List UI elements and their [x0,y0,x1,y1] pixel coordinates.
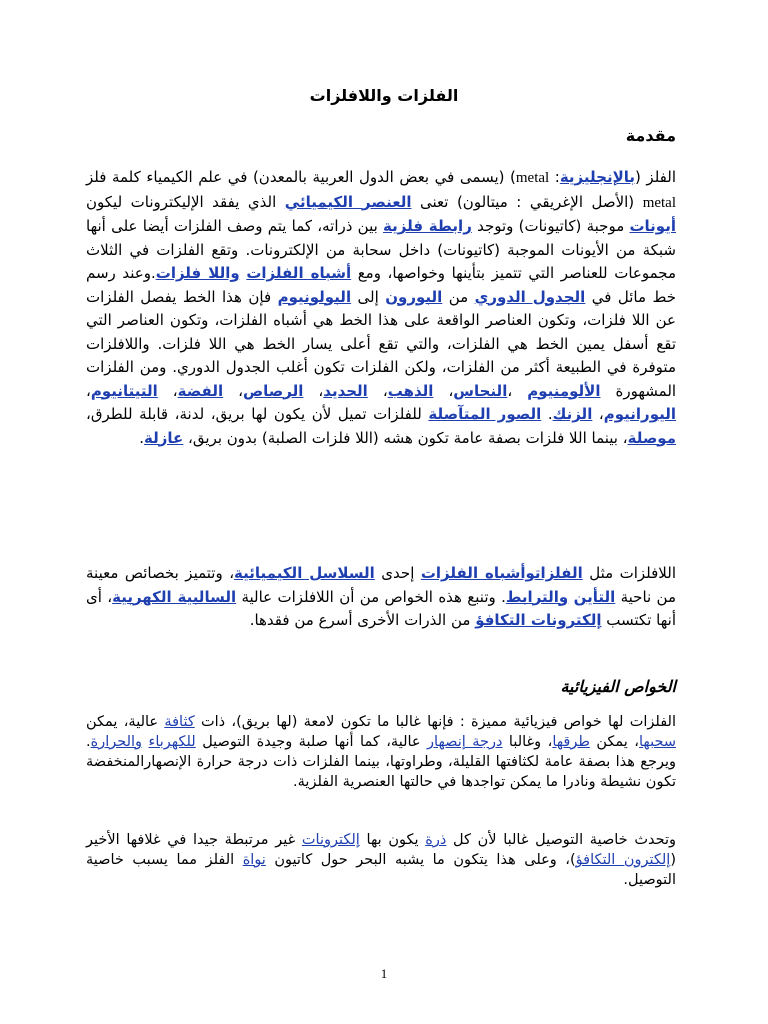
text-run: . [541,405,553,423]
link-metalloids-2[interactable]: وأشباه الفلزات [420,564,535,582]
text-run: ، [157,381,178,400]
link-periodic-table[interactable]: الجدول الدوري [474,287,586,306]
text-run: الفلز ( [635,168,676,186]
text-run: عالية، يمكن [86,714,165,730]
link-bonding[interactable]: والترابط [505,587,569,606]
text-run: إلى [351,287,386,306]
text-run: ، يمكن [589,734,639,750]
text-run: (الأصل الإغريقي : ميتالون) تعنى [411,192,643,211]
link-metalloids[interactable]: أشباه الفلزات [246,264,352,282]
text-run: ، [433,381,454,400]
text-run: غير مرتبطة جيدا في غلافها الأخير ( [86,832,677,868]
text-run: ، [592,405,604,423]
text-run: فإن هذا الخط يفصل الفلزات عن اللا فلزات، وتكون العناصر الواقعة على هذا الخط هي أشباه الفلزات، وتكون العناصر التي تقع أسفل يمين الخط هي الفلزات، والتي تقع أعلى يسار الخط هي اللا فلزات. واللافلزات متوفرة في الطبيعة أكثر من الفلزات، ولكن الفلزات تكون أغلب الجدول الدوري. ومن الفلزات المشهورة [86,287,677,400]
link-chemical-element[interactable]: العنصر الكيميائي [284,192,412,211]
link-heat[interactable]: والحرارة [90,734,143,750]
link-copper[interactable]: النحاس [453,381,508,400]
link-malleability[interactable]: طرقها [552,734,590,750]
link-gold[interactable]: الذهب [387,381,434,400]
link-ions[interactable]: أيونات [629,217,676,235]
text-run: يكون بها [359,832,426,848]
text-run: من الذرات الأخرى أسرع من فقدها. [249,611,476,629]
text-run: . [139,428,145,447]
text-run: ، [86,381,91,400]
link-insulating[interactable]: عازلة [144,428,184,447]
text-run: )، وعلى هذا يتكون ما يشبه البحر حول كاتيون [265,852,576,868]
text-run: . ويرجع هذا بصفة عامة لكثافتها القليلة، وطراوتها، بينما الفلزات ذات درجة حرارة الإنصهارالمنخفضة تكون نشيطة ونادرا ما يمكن تواجدها في حالتها العنصرية الفلزية. [86,734,676,790]
text-run: للفلزات تميل لأن يكون لها بريق، لدنة، قابلة للطرق، [86,405,429,423]
link-lead[interactable]: الرصاص [242,381,304,400]
text-run: ، بينما اللا فلزات بصفة عامة تكون هشه (اللا فلزات الصلبة) بدون بريق، [183,428,628,447]
text-run: من [442,287,475,306]
text-run: : [549,168,560,186]
text-run: .وعند رسم خط مائل في [86,264,676,306]
link-uranium[interactable]: اليورانيوم [603,405,676,423]
intro-paragraph [86,166,676,450]
link-silver[interactable]: الفضة [177,381,224,400]
link-density[interactable]: كثافة [164,714,195,730]
link-polonium[interactable]: البولونيوم [277,287,352,306]
link-metallic-bond[interactable]: رابطة فلزية [383,217,472,235]
page-number: 1 [380,966,388,981]
link-electrons[interactable]: إلكترونات [301,832,360,848]
text-run: ، [303,381,324,400]
text-run: وتحدث خاصية التوصيل غالبا لأن كل [446,832,676,848]
text-run: اللافلزات مثل [582,564,676,582]
latin-term: metal [515,170,550,186]
text-run: ، [367,381,388,400]
link-iron[interactable]: الحديد [323,381,368,400]
text-run: بين ذراته، كما يتم وصف الفلزات أيضا على أنها شبكة من الأيونات الموجبة (كاتيونات) داخل سحابة من الإلكترونات. وتقع الفلزات في الثلاث مجموعات للعناصر التي تتميز بتأينها وخواصها، ومع [86,217,676,282]
link-chemical-series[interactable]: السلاسل الكيميائية [234,564,375,582]
link-metals[interactable]: الفلزات [534,564,583,582]
link-nonmetals[interactable]: واللا فلزات [155,264,240,282]
text-run: ، [507,381,528,400]
link-atom[interactable]: ذرة [425,832,447,848]
link-ionization[interactable]: التأين [573,587,616,606]
intro-heading: مقدمة [625,126,676,145]
text-run: إحدى [374,564,421,582]
text-run: ) (يسمى في بعض الدول العربية بالمعدن) في علم الكيمياء كلمة فلز [86,168,516,186]
link-aluminium[interactable]: الألومنيوم [527,381,601,400]
link-english[interactable]: بالإنجليزية [559,168,636,186]
link-zinc[interactable]: الزنك [552,405,593,423]
conduction-paragraph [86,830,676,890]
text-run: عالية، كما أنها صلبة وجيدة التوصيل [195,734,428,750]
latin-term: metal [642,194,677,211]
physical-paragraph [86,712,676,792]
text-run: ، وغالبا [502,734,553,750]
text-run: ، أى أنها تكتسب [86,587,676,629]
link-nucleus[interactable]: نواة [242,852,266,868]
text-run: ، وتتميز بخصائص معينة من ناحية [86,564,676,606]
section-heading-physical: الخواص الفيزيائية [560,677,676,696]
link-valence-electrons[interactable]: إلكترونات التكافؤ [475,611,602,629]
link-melting-point[interactable]: درجة إنصهار [427,734,503,750]
nonmetals-paragraph [86,562,676,633]
page-title: الفلزات واللافلزات [309,86,459,105]
text-run: . وتنبع هذه الخواص من أن اللافلزات عالية [236,587,506,606]
link-boron[interactable]: البورون [385,287,443,306]
text-run: الفلزات لها خواص فيزيائية مميزة : فإنها غالبا ما تكون لامعة (لها بريق)، ذات [194,714,676,730]
link-conductive[interactable]: موصلة [627,428,676,447]
text-run: الذي يفقد الإليكترونات ليكون [86,192,285,211]
link-electronegativity[interactable]: السالبية الكهربية [112,587,237,606]
link-valence-electron[interactable]: إلكترون التكافؤ [575,852,671,868]
link-electricity[interactable]: للكهرباء [148,734,196,750]
text-run: ، [223,381,243,400]
link-allotropes[interactable]: الصور المتآصلة [428,405,542,423]
text-run: موجبة (كاتيونات) وتوجد [471,217,630,235]
text-run: الفلز مما يسبب خاصية التوصيل. [86,852,676,888]
link-titanium[interactable]: التيتانيوم [90,381,158,400]
link-ductility[interactable]: سحبها [639,734,676,750]
